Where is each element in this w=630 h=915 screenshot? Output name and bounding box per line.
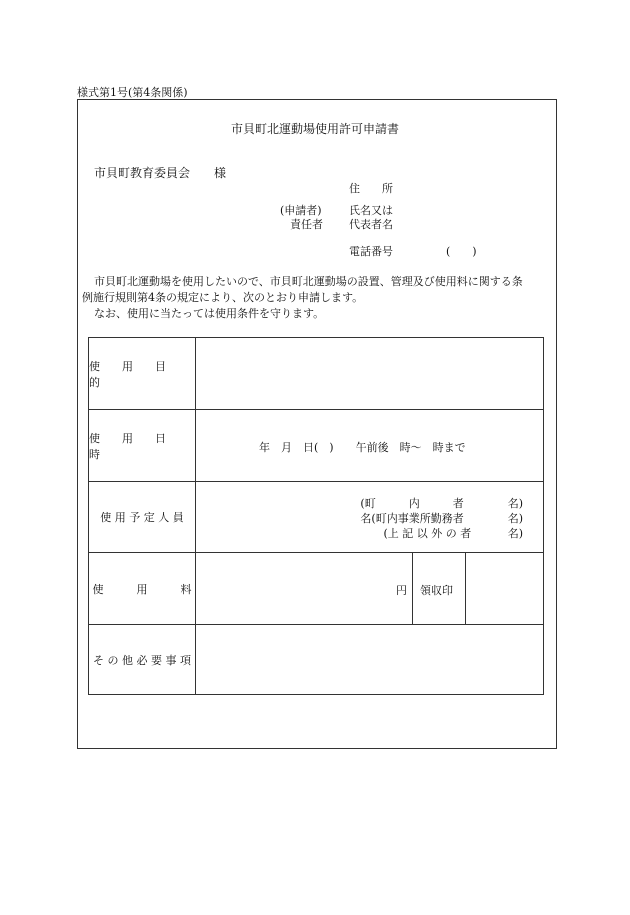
other-field[interactable]	[197, 625, 543, 694]
fee-label	[89, 553, 196, 624]
applicant-label: (申請者)	[280, 204, 322, 217]
datetime-label	[89, 410, 196, 481]
other-label-text: そ の 他 必 要 事 項	[93, 653, 191, 667]
receipt-stamp-box[interactable]	[466, 553, 543, 624]
name-label-2: 代表者名	[349, 218, 393, 231]
datetime-value[interactable]: 年 月 日( ) 午前後 時〜 時まで	[259, 441, 466, 454]
purpose-label-text: 使 用 目 的	[89, 359, 188, 389]
purpose-field[interactable]	[197, 338, 543, 409]
fee-label-text: 使 用 料	[92, 582, 192, 596]
people-line-2: 名(町内事業所勤務者 名)	[360, 512, 523, 525]
address-label: 住 所	[349, 182, 393, 195]
people-label	[89, 482, 196, 552]
purpose-label	[89, 338, 196, 409]
body-line-1: 市貝町北運動場を使用したいので、市貝町北運動場の設置、管理及び使用料に関する条	[94, 275, 523, 288]
responsible-label: 責任者	[290, 218, 323, 231]
people-line-3: (上 記 以 外 の 者 名)	[383, 527, 523, 540]
addressee: 市貝町教育委員会 様	[94, 166, 227, 180]
phone-parens: ( )	[446, 245, 477, 258]
row-people	[88, 481, 544, 552]
row-datetime	[88, 409, 544, 481]
datetime-label-text: 使 用 日 時	[89, 431, 188, 461]
form-title: 市貝町北運動場使用許可申請書	[230, 122, 399, 136]
fee-divider-1	[412, 553, 413, 624]
people-line-1: (町 内 者 名)	[360, 497, 523, 510]
phone-label: 電話番号	[349, 245, 393, 258]
body-line-3: なお、使用に当たっては使用条件を守ります。	[94, 307, 325, 320]
row-other	[88, 624, 544, 695]
body-line-2: 例施行規則第4条の規定により、次のとおり申請します。	[82, 291, 364, 304]
other-label	[89, 625, 196, 694]
name-label-1: 氏名又は	[349, 204, 393, 217]
receipt-label: 領収印	[420, 584, 453, 597]
row-purpose	[88, 337, 544, 409]
form-number: 様式第1号(第4条関係)	[77, 86, 188, 99]
fee-unit: 円	[396, 584, 407, 597]
row-fee	[88, 552, 544, 624]
people-label-text: 使 用 予 定 人 員	[100, 511, 184, 524]
